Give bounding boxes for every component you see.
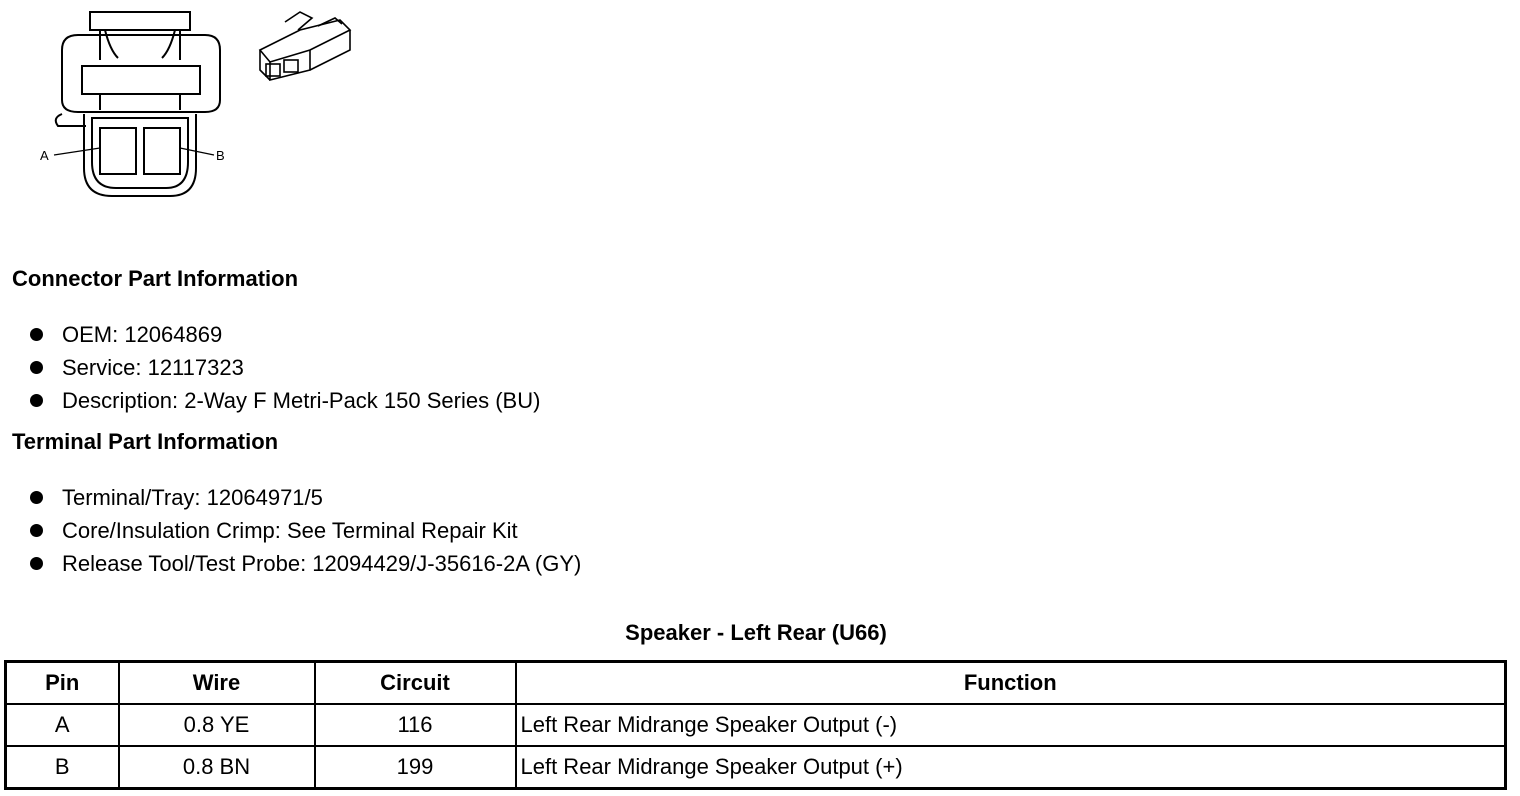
- table-header-row: [6, 662, 1506, 705]
- callout-a: A: [40, 148, 49, 163]
- header-pin: Pin: [6, 662, 119, 705]
- pinout-table: [4, 660, 1507, 790]
- table-row: [6, 704, 1506, 746]
- cell-function: Left Rear Midrange Speaker Output (-): [516, 704, 1506, 746]
- connector-diagram: [0, 0, 380, 215]
- header-circuit: Circuit: [315, 662, 516, 705]
- table-title: Speaker - Left Rear (U66): [625, 620, 887, 645]
- list-item: OEM: 12064869: [30, 318, 540, 351]
- list-item: Description: 2-Way F Metri-Pack 150 Series (BU): [30, 384, 540, 417]
- list-item: Terminal/Tray: 12064971/5: [30, 481, 581, 514]
- cell-circuit: 199: [315, 746, 516, 789]
- callout-b: B: [216, 148, 225, 163]
- header-wire: Wire: [119, 662, 315, 705]
- connector-part-info-heading: Connector Part Information: [12, 266, 299, 291]
- terminal-part-info-heading: Terminal Part Information: [12, 429, 279, 454]
- list-item: Core/Insulation Crimp: See Terminal Repair Kit: [30, 514, 581, 547]
- header-function: Function: [516, 662, 1506, 705]
- cell-wire: 0.8 YE: [119, 704, 315, 746]
- table-row: [6, 746, 1506, 789]
- cell-pin: B: [6, 746, 119, 789]
- cell-function: Left Rear Midrange Speaker Output (+): [516, 746, 1506, 789]
- list-item: Service: 12117323: [30, 351, 540, 384]
- cell-pin: A: [6, 704, 119, 746]
- list-item: Release Tool/Test Probe: 12094429/J-35616-2A (GY): [30, 547, 581, 580]
- cell-circuit: 116: [315, 704, 516, 746]
- terminal-part-info-list: [30, 481, 581, 580]
- cell-wire: 0.8 BN: [119, 746, 315, 789]
- connector-part-info-list: [30, 318, 540, 417]
